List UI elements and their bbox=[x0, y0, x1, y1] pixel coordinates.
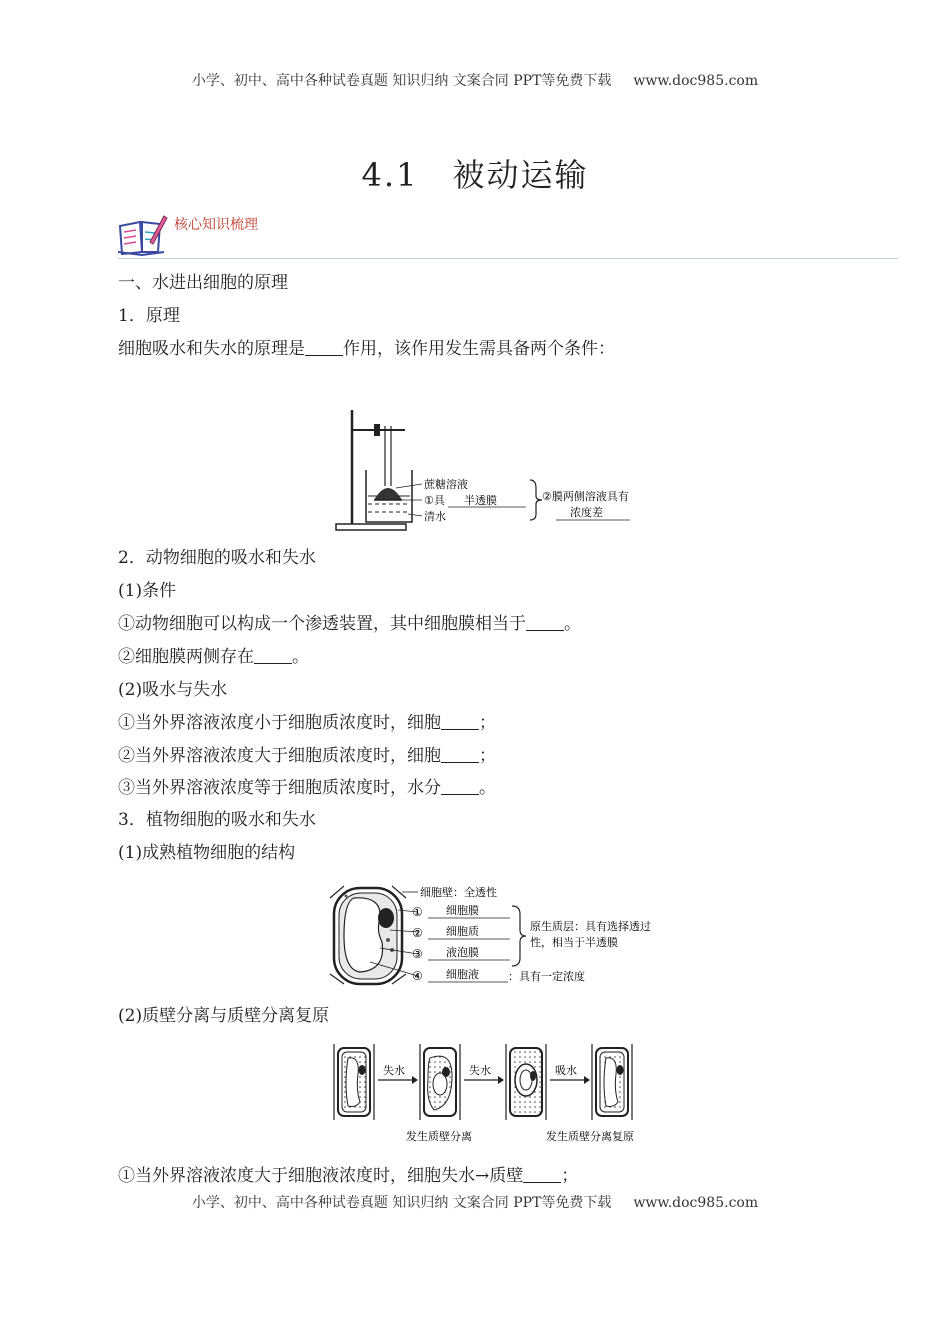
text-line: (1)成熟植物细胞的结构 bbox=[118, 843, 296, 863]
fig3-caption-recovery: 发生质壁分离复原 bbox=[546, 1130, 634, 1143]
section-label: 核心知识梳理 bbox=[174, 217, 258, 233]
text-line bbox=[118, 647, 309, 667]
fill-blank[interactable] bbox=[441, 746, 479, 763]
fig2-number: ④ bbox=[412, 969, 423, 983]
fig3-arrow3-label: 吸水 bbox=[555, 1064, 577, 1077]
text-line: (2)质壁分离与质壁分离复原 bbox=[118, 1006, 330, 1026]
fig2-protoplast-label-2: 性，相当于半透膜 bbox=[530, 936, 618, 949]
text-line: (1)条件 bbox=[118, 581, 177, 601]
book-pen-icon bbox=[116, 212, 168, 256]
fig2-number: ③ bbox=[412, 947, 423, 961]
fig1-sucrose-label: 蔗糖溶液 bbox=[424, 478, 468, 491]
text-segment: 细胞吸水和失水的原理是 bbox=[118, 339, 305, 359]
text-line: (2)吸水与失水 bbox=[118, 680, 228, 700]
text-segment: ①当外界溶液浓度大于细胞液浓度时，细胞失水→质壁 bbox=[118, 1166, 524, 1186]
fig1-condition1-answer: 半透膜 bbox=[464, 494, 497, 507]
subheading-principle: 1．原理 bbox=[118, 306, 180, 326]
fig1-water-label: 清水 bbox=[424, 510, 446, 523]
text-segment: 。 bbox=[564, 614, 581, 634]
fig3-arrow2-label: 失水 bbox=[469, 1064, 491, 1077]
text-line bbox=[118, 746, 496, 766]
page-title: 4.1 被动运输 bbox=[361, 156, 589, 194]
page-footer bbox=[0, 1192, 950, 1212]
plant-cell-structure-figure bbox=[322, 878, 672, 990]
section-divider bbox=[118, 258, 898, 259]
heading-1: 一、水进出细胞的原理 bbox=[118, 273, 288, 293]
fig3-caption-plasmolysis: 发生质壁分离 bbox=[406, 1130, 472, 1143]
text-segment: 。 bbox=[479, 778, 496, 798]
text-segment: ②当外界溶液浓度大于细胞质浓度时，细胞 bbox=[118, 746, 441, 766]
footer-text: 小学、初中、高中各种试卷真题 知识归纳 文案合同 PPT等免费下载 bbox=[191, 1195, 612, 1211]
fig2-answer: 细胞质 bbox=[446, 925, 479, 938]
text-segment: ； bbox=[561, 1166, 579, 1186]
text-line bbox=[118, 778, 496, 798]
fig2-number: ① bbox=[412, 905, 423, 919]
fig2-answer: 细胞膜 bbox=[446, 904, 479, 917]
fig2-answer: 细胞液 bbox=[446, 968, 479, 981]
fill-blank[interactable] bbox=[305, 339, 343, 356]
header-text: 小学、初中、高中各种试卷真题 知识归纳 文案合同 PPT等免费下载 bbox=[191, 73, 612, 89]
subheading-animal: 2．动物细胞的吸水和失水 bbox=[118, 548, 316, 568]
fig3-arrow1-label: 失水 bbox=[383, 1064, 405, 1077]
fig2-cell-sap-note: ：具有一定浓度 bbox=[508, 970, 585, 983]
fill-blank[interactable] bbox=[441, 713, 479, 730]
fig1-condition1-prefix: ①具 bbox=[424, 494, 445, 507]
fill-blank[interactable] bbox=[441, 778, 479, 795]
text-segment: ； bbox=[479, 746, 496, 766]
fill-blank[interactable] bbox=[526, 614, 564, 631]
fill-blank[interactable] bbox=[254, 647, 292, 664]
header-url[interactable]: www.doc985.com bbox=[633, 73, 759, 89]
plasmolysis-figure bbox=[328, 1040, 648, 1148]
fig1-condition2-answer: 浓度差 bbox=[570, 506, 603, 519]
text-segment: ； bbox=[479, 713, 496, 733]
subheading-plant: 3．植物细胞的吸水和失水 bbox=[118, 810, 316, 830]
text-line bbox=[118, 339, 615, 359]
fig1-condition2-label: ②膜两侧溶液具有 bbox=[542, 490, 629, 503]
text-line bbox=[118, 1166, 578, 1186]
fig2-cell-wall-label: 细胞壁：全透性 bbox=[420, 886, 497, 899]
text-segment: ②细胞膜两侧存在 bbox=[118, 647, 254, 667]
text-segment: 。 bbox=[292, 647, 309, 667]
footer-url[interactable]: www.doc985.com bbox=[633, 1195, 759, 1211]
fill-blank[interactable] bbox=[523, 1166, 561, 1183]
text-segment: 作用，该作用发生需具备两个条件： bbox=[343, 339, 615, 359]
page-header bbox=[0, 70, 950, 90]
fig2-number: ② bbox=[412, 926, 423, 940]
text-segment: ①当外界溶液浓度小于细胞质浓度时，细胞 bbox=[118, 713, 441, 733]
text-segment: ③当外界溶液浓度等于细胞质浓度时，水分 bbox=[118, 778, 441, 798]
fig2-answer: 液泡膜 bbox=[446, 946, 479, 959]
text-line bbox=[118, 713, 496, 733]
osmosis-apparatus-figure bbox=[330, 400, 650, 535]
fig2-protoplast-label: 原生质层：具有选择透过 bbox=[530, 920, 651, 933]
text-segment: ①动物细胞可以构成一个渗透装置，其中细胞膜相当于 bbox=[118, 614, 526, 634]
text-line bbox=[118, 614, 581, 634]
